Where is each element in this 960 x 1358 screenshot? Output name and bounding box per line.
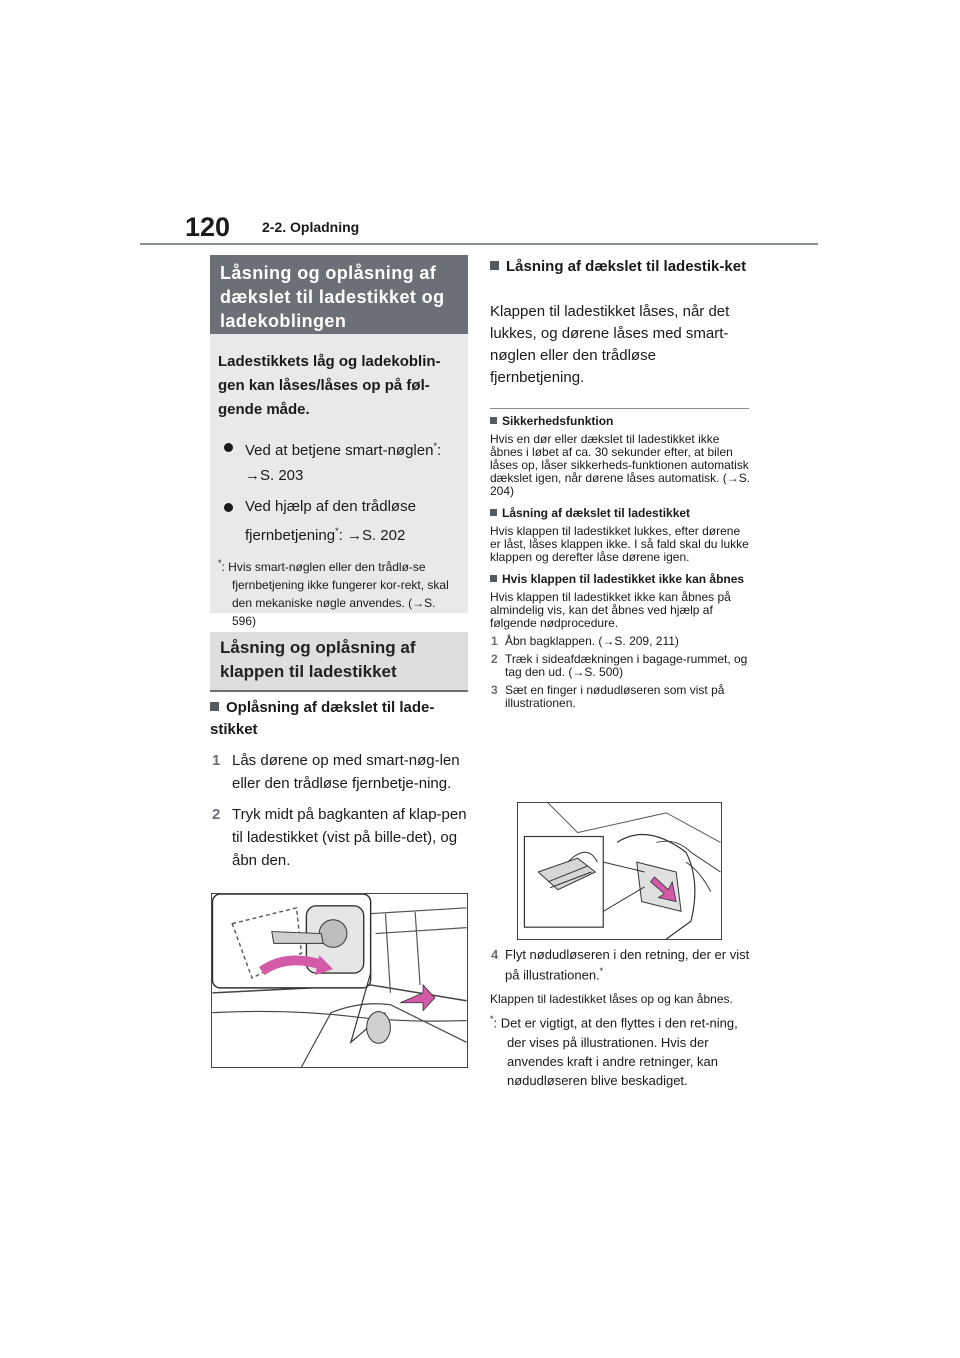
header-divider (140, 243, 818, 245)
subheading-text: Oplåsning af dækslet til lade-stikket (210, 699, 435, 738)
lock-text: Hvis klappen til ladestikket lukkes, efter dørene er låst, låses klappen ikke. I så fald skal du lukke klappen og derefter låse dørene igen. (490, 524, 749, 564)
info-lead: Ladestikkets låg og ladekoblin-gen kan låses/låses op på føl-gende måde. (218, 353, 441, 418)
nopen-text: Hvis klappen til ladestikket ikke kan åbnes på almindelig vis, kan det åbnes ved hjælp af følgende nødprocedure. (490, 590, 731, 630)
nopen-title (490, 572, 752, 586)
step-text: Tryk midt på bagkanten af klap-pen til ladestikket (vist på bille-det), og åbn den. (232, 806, 467, 869)
step-number: 2 (212, 806, 221, 823)
step-item (210, 749, 468, 795)
bullet-text: Ved hjælp af den trådløse fjernbetjening (245, 498, 416, 544)
box-title-charging-flap: Låsning og oplåsning af klappen til ladestikket (210, 632, 468, 690)
footnote-text: : Det er vigtigt, at den flyttes i den ret-ning, der vises på illustrationen. Hvis der anvendes kraft i andre retninger, kan nødudløseren blive beskadiget. (493, 1015, 738, 1088)
emergency-release-illustration (517, 802, 722, 940)
subheading-unlock (210, 697, 468, 872)
section-divider (490, 408, 749, 409)
step-number: 1 (491, 634, 498, 648)
square-icon (490, 417, 497, 424)
safety-title (490, 414, 752, 428)
section-title: 2-2. Opladning (262, 219, 360, 235)
footnote (490, 1010, 752, 1089)
right-notes-bottom (490, 947, 752, 1090)
bullet-icon (224, 443, 233, 452)
asterisk-mark: * (490, 1014, 494, 1025)
box-underline (210, 690, 468, 692)
step-text: Flyt nødudløseren i den retning, der er vist på illustrationen. (505, 947, 750, 983)
step-number: 3 (491, 683, 498, 697)
step-text: Sæt en finger i nødudløseren som vist på illustrationen. (505, 683, 725, 710)
page-ref: →S. 202 (346, 527, 406, 544)
step-number: 1 (212, 752, 221, 769)
bullet-icon (224, 503, 233, 512)
info-box (210, 334, 468, 628)
bullet-remote: Ved hjælp af den trådløse fjernbetjening*: →S. 202 (218, 494, 460, 548)
footnote (218, 554, 460, 630)
square-icon (490, 509, 497, 516)
page-ref: →S. 203 (245, 467, 304, 484)
bullet-smart-key: Ved at betjene smart-nøglen*: →S. 203 (218, 434, 460, 488)
step-number: 4 (491, 947, 499, 962)
step-text: Åbn bagklappen. (→S. 209, 211) (505, 634, 679, 648)
lock-title (490, 506, 752, 520)
step-number: 2 (491, 652, 498, 666)
charging-flap-illustration (211, 893, 468, 1068)
step-item (210, 803, 468, 872)
nopen-title-text: Hvis klappen til ladestikket ikke kan åbnes (502, 572, 745, 586)
bullet-text: Ved at betjene smart-nøglen (245, 442, 434, 459)
lock-title-text: Låsning af dækslet til ladestikket (502, 506, 691, 520)
asterisk-mark: * (599, 966, 604, 976)
safety-text: Hvis en dør eller dækslet til ladestikket ikke åbnes i løbet af ca. 30 sekunder efter, at bilen låses op, låser sikkerheds-funktionen automatisk dækslet igen, når dørene låses automatisk. (→S. 204) (490, 432, 751, 498)
right-notes (490, 414, 752, 710)
step-item (490, 947, 752, 983)
asterisk-mark: * (433, 441, 437, 451)
safety-title-text: Sikkerhedsfunktion (502, 414, 614, 428)
asterisk-mark: * (335, 526, 339, 536)
asterisk-mark: * (218, 558, 222, 568)
square-icon (210, 702, 219, 711)
box-title-charging-port: Låsning og oplåsning af dækslet til ladestikket og ladekoblingen (210, 255, 468, 334)
step-item (490, 635, 752, 648)
page-number: 120 (185, 212, 231, 242)
footnote-text: : Hvis smart-nøglen eller den trådlø-se fjernbetjening ikke fungerer kor-rekt, skal den mekaniske nøgle anvendes. (→S. 596) (221, 560, 449, 628)
step-item (490, 653, 752, 679)
square-icon (490, 261, 499, 270)
subheading-lock (490, 255, 750, 278)
after-text: Klappen til ladestikket låses op og kan åbnes. (490, 992, 733, 1007)
lock-paragraph: Klappen til ladestikket låses, når det lukkes, og dørene låses med smart-nøglen eller den trådløse fjernbetjening. (490, 303, 730, 386)
step-text: Lås dørene op med smart-nøg-len eller den trådløse fjernbetje-ning. (232, 752, 460, 792)
step-item (490, 684, 752, 710)
square-icon (490, 575, 497, 582)
subheading-text: Låsning af dækslet til ladestik-ket (506, 258, 747, 275)
step-text: Træk i sideafdækningen i bagage-rummet, og tag den ud. (→S. 500) (505, 652, 748, 679)
